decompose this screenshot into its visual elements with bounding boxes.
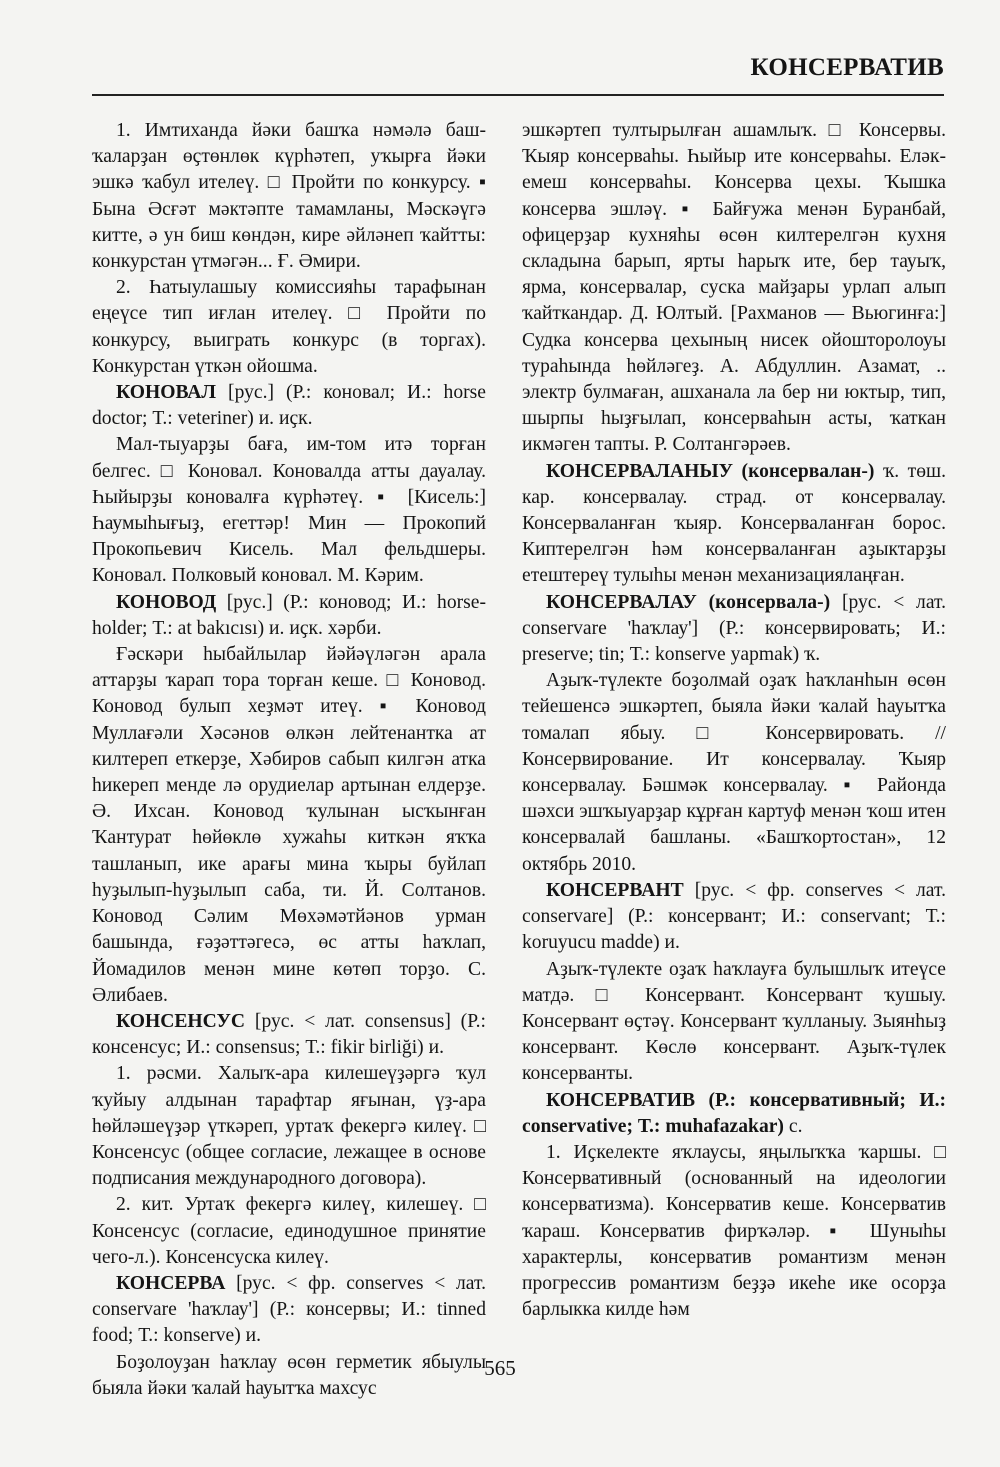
left-column [92, 118, 486, 1402]
header-rule [92, 94, 944, 96]
headword-paragraph: КОНОВАЛ [рус.] (Р.: коновал; И.: horse doctor; Т.: veteriner) и. иҫк. [92, 382, 486, 430]
entry-paragraph: Аҙыҡ-түлекте боҙолмай оҙаҡ һаҡланһын өсөн тейешенсә эшкәртеп, быяла йәки ҡалай һауытҡа томалап ябыу. □ Консервировать. // Консервирование. Ит консервалау. Ҡыяр консервалау. Бәшмәк консервалау. ▪ Районда шәхси эшҡыуарҙар кұрған картуф менән ҡош итен консервалай башланы. «Башҡортостан», 12 октябрь 2010. [522, 670, 946, 875]
headword: КОНОВАЛ [116, 382, 217, 404]
entry-paragraph: Боҙолоуҙан һаҡлау өсөн герметик ябыулы быяла йәки ҡалай һауытҡа махсус [92, 1351, 486, 1399]
headword: КОНСЕРВАЛАНЫУ (консервалан-) [546, 460, 875, 482]
headword: КОНСЕРВАЛАУ (консервала-) [546, 591, 831, 613]
entry-paragraph: Мал-тыуарҙы баға, им-том итә торған белгес. □ Коновал. Коновалда атты дауалау. Һыйырҙы коновалға күрһәтеү. ▪ [Кисель:] Һаумыһығыҙ, егеттәр! Мин — Прокопий Прокопьевич Кисель. Мал фельдшеры. Коновал. Полковый коновал. М. Кәрим. [92, 434, 486, 587]
headword: КОНОВОД [116, 591, 217, 613]
headword-paragraph: КОНСЕРВА [рус. < фр. conserves < лат. conservare 'һаҡлау'] (Р.: консервы; И.: tinned food; Т.: konserve) и. [92, 1272, 486, 1347]
page-number: 565 [484, 1356, 516, 1380]
entry-paragraph: 1. Иҫкелекте яҡлаусы, яңылыҡҡа ҡаршы. □ Консервативный (основанный на идеологии консерватизма). Консерватив кеше. Консерватив ҡараш. Консерватив фирҡәләр. ▪ Шуныһы характерлы, консерватив романтизм менән прогрессив романтизм беҙҙә икеһе ике осорҙа барлыкка килде һәм [522, 1141, 946, 1321]
headword-paragraph: КОНСЕНСУС [рус. < лат. consensus] (Р.: консенсус; И.: consensus; Т.: fikir birliği) и. [92, 1010, 486, 1059]
headword: КОНСЕРВАТИВ (Р.: консервативный; И.: conservative; Т.: muhafazakar) [522, 1089, 946, 1137]
headword-paragraph: КОНСЕРВАНТ [рус. < фр. conserves < лат. conservare] (Р.: консервант; И.: conservant; Т.: koruyucu madde) и. [522, 879, 946, 954]
entry-paragraph: 2. кит. Уртаҡ фекергә килеү, килешеү. □ Консенсус (согласие, единодушное принятие чего-л.). Консенсуска килеү. [92, 1194, 486, 1268]
headword-paragraph: КОНСЕРВАЛАНЫУ (консервалан-) ҡ. төш. кар. консервалау. страд. от консервалау. Консерваланған ҡыяр. Консерваланған борос. Киптерелгән һәм консерваланған аҙыктарҙы етештереү тулыһы менән механизациялаңған. [522, 460, 947, 587]
headword-paragraph: КОНОВОД [рус.] (Р.: коновод; И.: horse-holder; Т.: at bakıcısı) и. иҫк. хәрби. [92, 591, 486, 639]
entry-paragraph: 1. Имтиханда йәки башҡа нәмәлә баш-ҡаларҙан өҫтөнлөк күрһәтеп, уҡырға йәки эшкә ҡабул ителеү. □ Пройти по конкурсу. ▪ Бына Әсғәт мәктәпте тамамланы, Мәскәүгә китте, ә ун биш көндән, кире әйләнеп ҡайтты: конкурстан үтмәгән... Ғ. Әмири. [92, 120, 486, 273]
headword: КОНСЕРВА [116, 1272, 226, 1294]
entry-paragraph: 2. Һатыулашыу комиссияһы тарафынан еңеүсе тип иғлан ителеү. □ Пройти по конкурсу, выиграть конкурс (в торгах). Конкурстан үткән ойошма. [92, 277, 486, 377]
headword-paragraph: КОНСЕРВАЛАУ (консервала-) [рус. < лат. conservare 'һаҡлау'] (Р.: консервировать; И.: preserve; tin; Т.: konserve yapmak) ҡ. [522, 591, 946, 666]
entry-paragraph: Ғәскәри һыбайлылар йәйәүләгән арала аттарҙы ҡарап тора торған кеше. □ Коновод. Коновод булып хеҙмәт итеү. ▪ Коновод Муллағәли Хәсәнов өлкән лейтенантка ат килтереп еткерҙе, Хәбиров сабып килгән атка һикереп менде лә орудиелар артынан елдерҙе. Ә. Ихсан. Коновод ҡулынан ысҡынған Ҡантурат һөйөклө хужаһы киткән яҡҡа ташланып, ике арағы мина ҡыры буйлап һуҙылып-һуҙылып саба, ти. Й. Солтанов. Коновод Сәлим Мөхәмәтйәнов урман башында, ғәҙәттәгесә, өс атты һаҡлап, Йомадилов менән мине көтөп торҙо. С. Әлибаев. [92, 644, 486, 1006]
right-column [522, 118, 946, 1323]
entry-paragraph: 1. рәсми. Халыҡ-ара килешеүҙәргә ҡул ҡуйыу алдынан тарафтар яғынан, үҙ-ара һөйләшеүҙәр үткәреп, уртаҡ фекергә килеү. □ Консенсус (общее согласие, лежащее в основе подписания международного договора). [92, 1063, 486, 1190]
running-head: КОНСЕРВАТИВ [750, 54, 944, 81]
entry-paragraph: эшкәртеп тултырылған ашамлыҡ. □ Консервы. Ҡыяр консерваһы. Һыйыр ите консерваһы. Еләк-емеш консерваһы. Консерва цехы. Ҡышка консерва эшләү. ▪ Байғужа менән Буранбай, офицерҙар кухняһы өсөн килтерелгән кухня складына барып, ярты һарыҡ ите, бер тауыҡ, ярма, консервалар, суска майҙары урлап алып ҡайткандар. Д. Юлтый. [Рахманов — Вьюгинға:] Судка консерва цехының нисек ойошторолоуы турaһында һөйләгеҙ. А. Абдуллин. Азамат, .. электр булмаған, ашханала ла бер ни юктыр, тип, шырпы һыҙғылап, консерваһын асты, ҡаткан икмәген тапты. Р. Солтангәрәев. [522, 120, 946, 456]
headword: КОНСЕРВАНТ [546, 879, 684, 901]
headword: КОНСЕНСУС [116, 1010, 246, 1032]
entry-paragraph: Аҙыҡ-түлекте оҙаҡ һаҡлауға булышлыҡ итеүсе матдә. □ Консервант. Консервант ҡушыу. Консервант өҫтәү. Консервант ҡулланыу. Зыянһыҙ консервант. Көслө консервант. Аҙыҡ-түлек консерванты. [522, 958, 946, 1085]
headword-paragraph: КОНСЕРВАТИВ (Р.: консервативный; И.: conservative; Т.: muhafazakar) с. [522, 1089, 946, 1137]
